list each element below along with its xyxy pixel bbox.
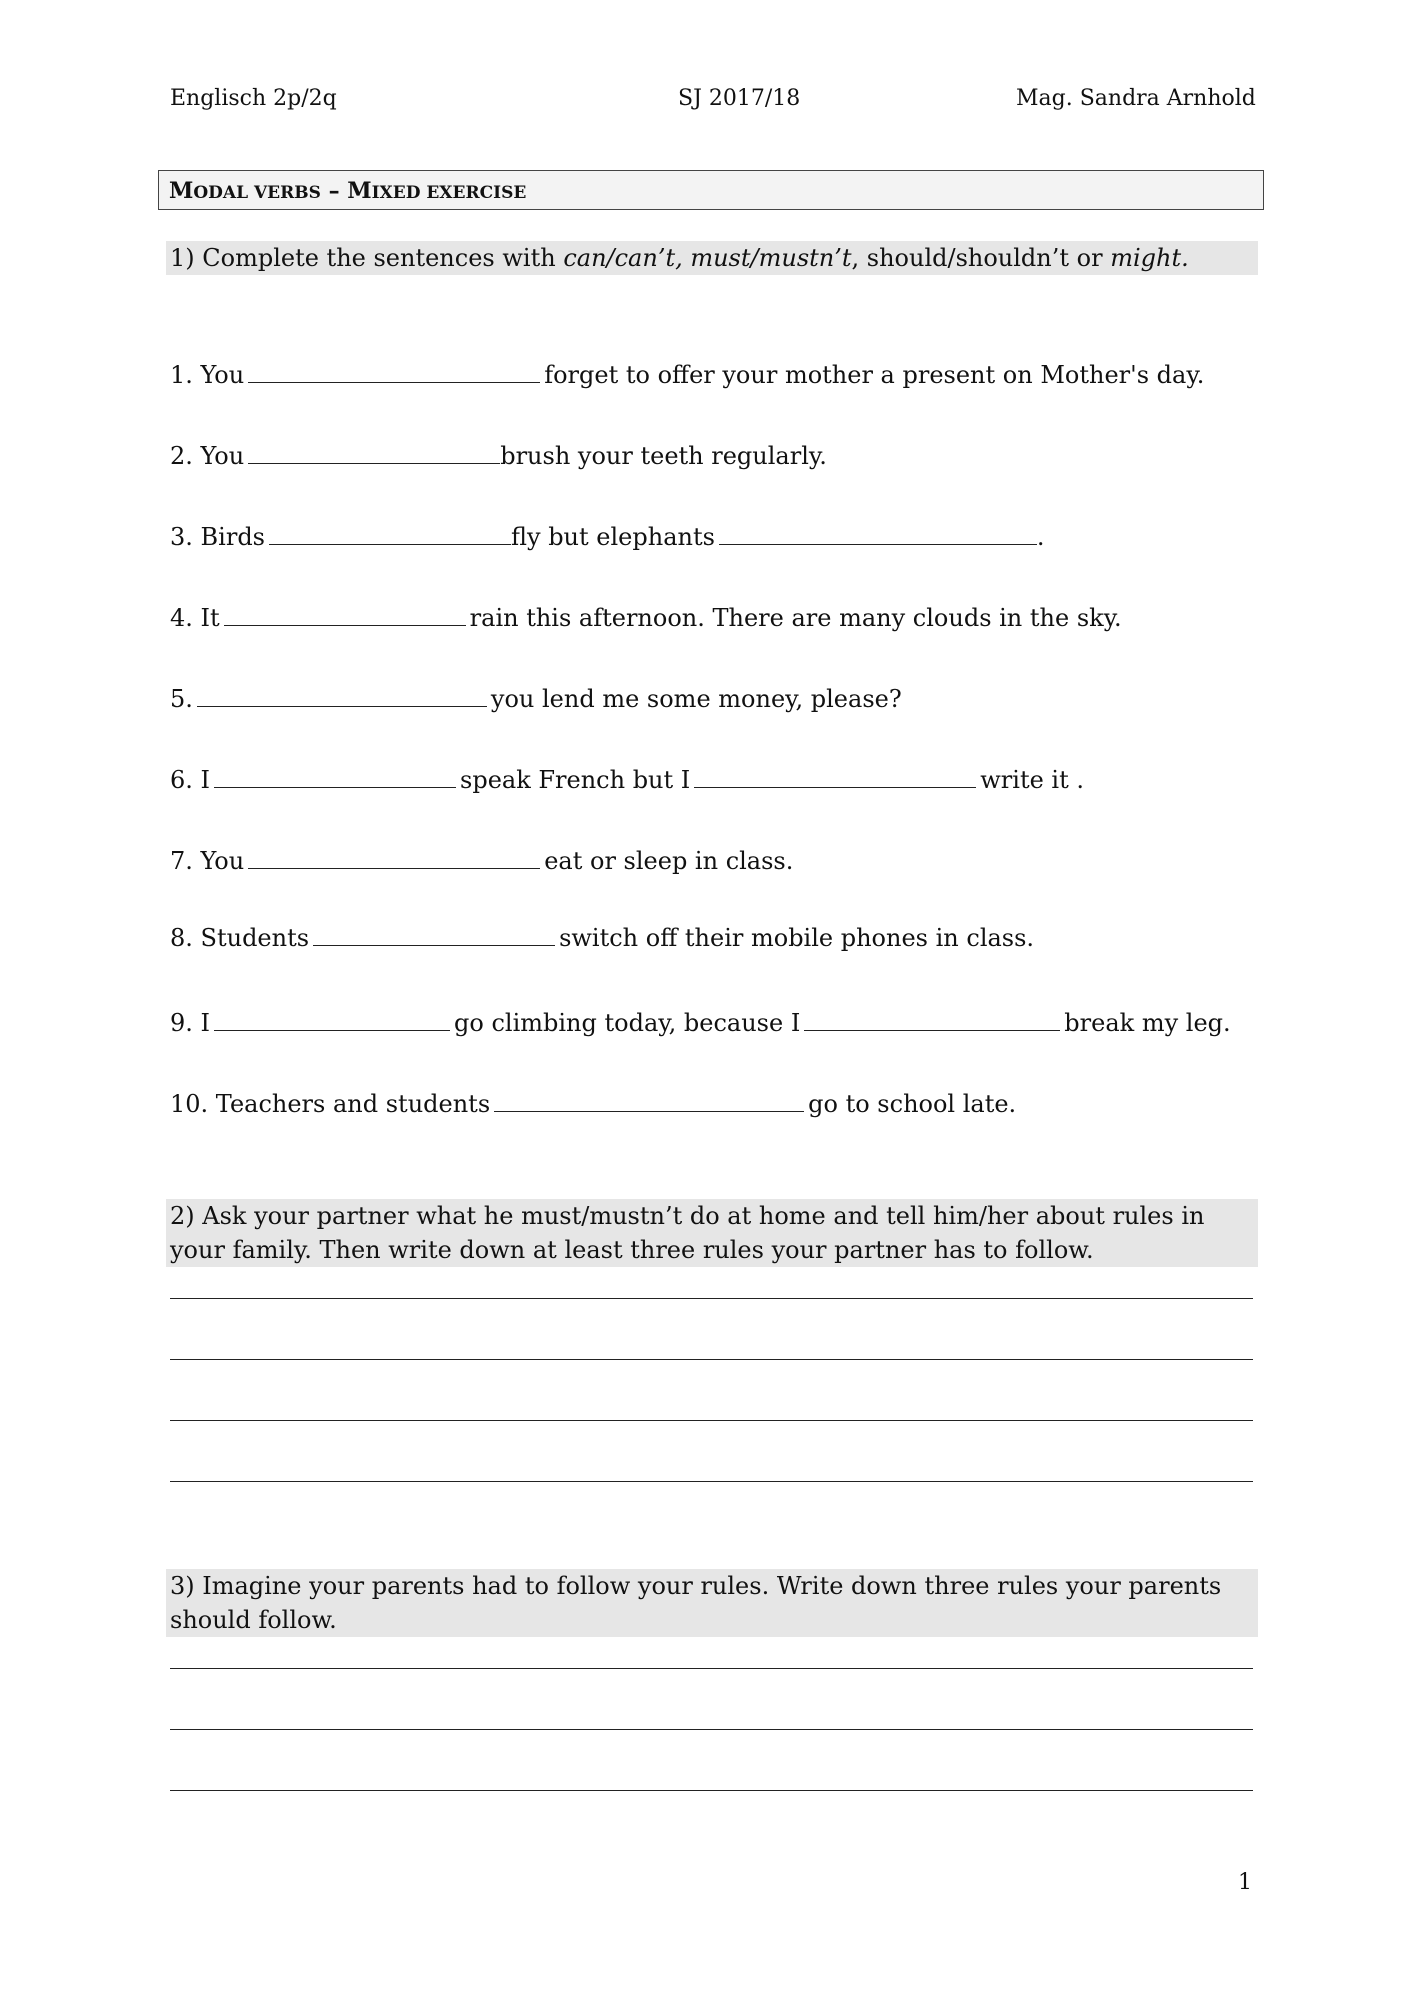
sentence-5-end: you lend me some money, please? — [490, 685, 902, 713]
sentence-7-end: eat or sleep in class. — [544, 847, 794, 875]
sentence-6-start: 6. I — [170, 766, 211, 794]
page-number: 1 — [1238, 1870, 1252, 1895]
sentence-3 — [170, 518, 1045, 554]
header-teacher: Mag. Sandra Arnhold — [1016, 86, 1256, 111]
task-1-instruction — [166, 241, 1258, 275]
sentence-10 — [170, 1085, 1016, 1121]
sentence-9 — [170, 1004, 1231, 1040]
sentence-2-end: brush your teeth regularly. — [500, 442, 827, 470]
task-2-instruction: 2) Ask your partner what he must/mustn’t do at home and tell him/her about rules in your family. Then write down at least three rules your partner has to follow. — [166, 1199, 1258, 1267]
header-subject: Englisch 2p/2q — [170, 86, 337, 111]
answer-blank-8[interactable] — [313, 919, 555, 946]
writing-line[interactable] — [170, 1790, 1253, 1791]
writing-line[interactable] — [170, 1298, 1253, 1299]
writing-line[interactable] — [170, 1359, 1253, 1360]
task-1-prefix: 1) Complete the sentences with — [170, 244, 564, 272]
sentence-7 — [170, 842, 793, 878]
answer-blank-3a[interactable] — [269, 518, 511, 545]
writing-line[interactable] — [170, 1729, 1253, 1730]
task-1-italic-1: can/can’t, must/mustn’t — [563, 244, 852, 272]
writing-line[interactable] — [170, 1668, 1253, 1669]
title-dash: – — [320, 178, 348, 204]
sentence-6-end: write it . — [980, 766, 1085, 794]
answer-blank-1[interactable] — [248, 356, 540, 383]
sentence-1 — [170, 356, 1204, 392]
sentence-3-end: . — [1036, 523, 1045, 551]
worksheet-title — [158, 170, 1264, 210]
sentence-8-end: switch off their mobile phones in class. — [559, 924, 1035, 952]
answer-blank-9a[interactable] — [214, 1004, 450, 1031]
sentence-1-start: 1. You — [170, 361, 245, 389]
sentence-2-start: 2. You — [170, 442, 245, 470]
sentence-3-middle: fly but elephants — [511, 523, 715, 551]
answer-blank-6a[interactable] — [214, 761, 456, 788]
sentence-10-start: 10. Teachers and students — [170, 1090, 491, 1118]
answer-blank-5[interactable] — [197, 680, 487, 707]
task-1-italic-2: might. — [1110, 244, 1189, 272]
sentence-5 — [170, 680, 902, 716]
answer-blank-2[interactable] — [248, 437, 500, 464]
sentence-5-start: 5. — [170, 685, 193, 713]
task-3-instruction: 3) Imagine your parents had to follow your rules. Write down three rules your parents should follow. — [166, 1569, 1258, 1637]
sentence-8-start: 8. Students — [170, 924, 310, 952]
answer-blank-7[interactable] — [248, 842, 540, 869]
task-1-middle: , should/shouldn’t or — [851, 244, 1111, 272]
writing-line[interactable] — [170, 1481, 1253, 1482]
sentence-4-end: rain this afternoon. There are many clouds in the sky. — [469, 604, 1122, 632]
sentence-9-end: break my leg. — [1064, 1009, 1231, 1037]
answer-blank-9b[interactable] — [804, 1004, 1060, 1031]
answer-blank-6b[interactable] — [694, 761, 976, 788]
sentence-4-start: 4. It — [170, 604, 220, 632]
sentence-10-end: go to school late. — [808, 1090, 1017, 1118]
sentence-1-end: forget to offer your mother a present on Mother's day. — [544, 361, 1205, 389]
sentence-6-middle: speak French but I — [460, 766, 691, 794]
answer-blank-4[interactable] — [224, 599, 466, 626]
title-cap-1: M — [169, 178, 194, 204]
title-cap-2: M — [347, 178, 372, 204]
answer-blank-10[interactable] — [494, 1085, 804, 1112]
header-school-year: SJ 2017/18 — [678, 86, 801, 111]
sentence-6 — [170, 761, 1084, 797]
sentence-2 — [170, 437, 827, 473]
title-smallcaps-1: ODAL VERBS — [193, 183, 321, 203]
answer-blank-3b[interactable] — [719, 518, 1037, 545]
writing-line[interactable] — [170, 1420, 1253, 1421]
sentence-8 — [170, 919, 1034, 955]
sentence-9-middle: go climbing today, because I — [454, 1009, 801, 1037]
sentence-3-start: 3. Birds — [170, 523, 265, 551]
sentence-7-start: 7. You — [170, 847, 245, 875]
sentence-9-start: 9. I — [170, 1009, 211, 1037]
title-smallcaps-2: IXED EXERCISE — [371, 183, 527, 203]
sentence-4 — [170, 599, 1122, 635]
